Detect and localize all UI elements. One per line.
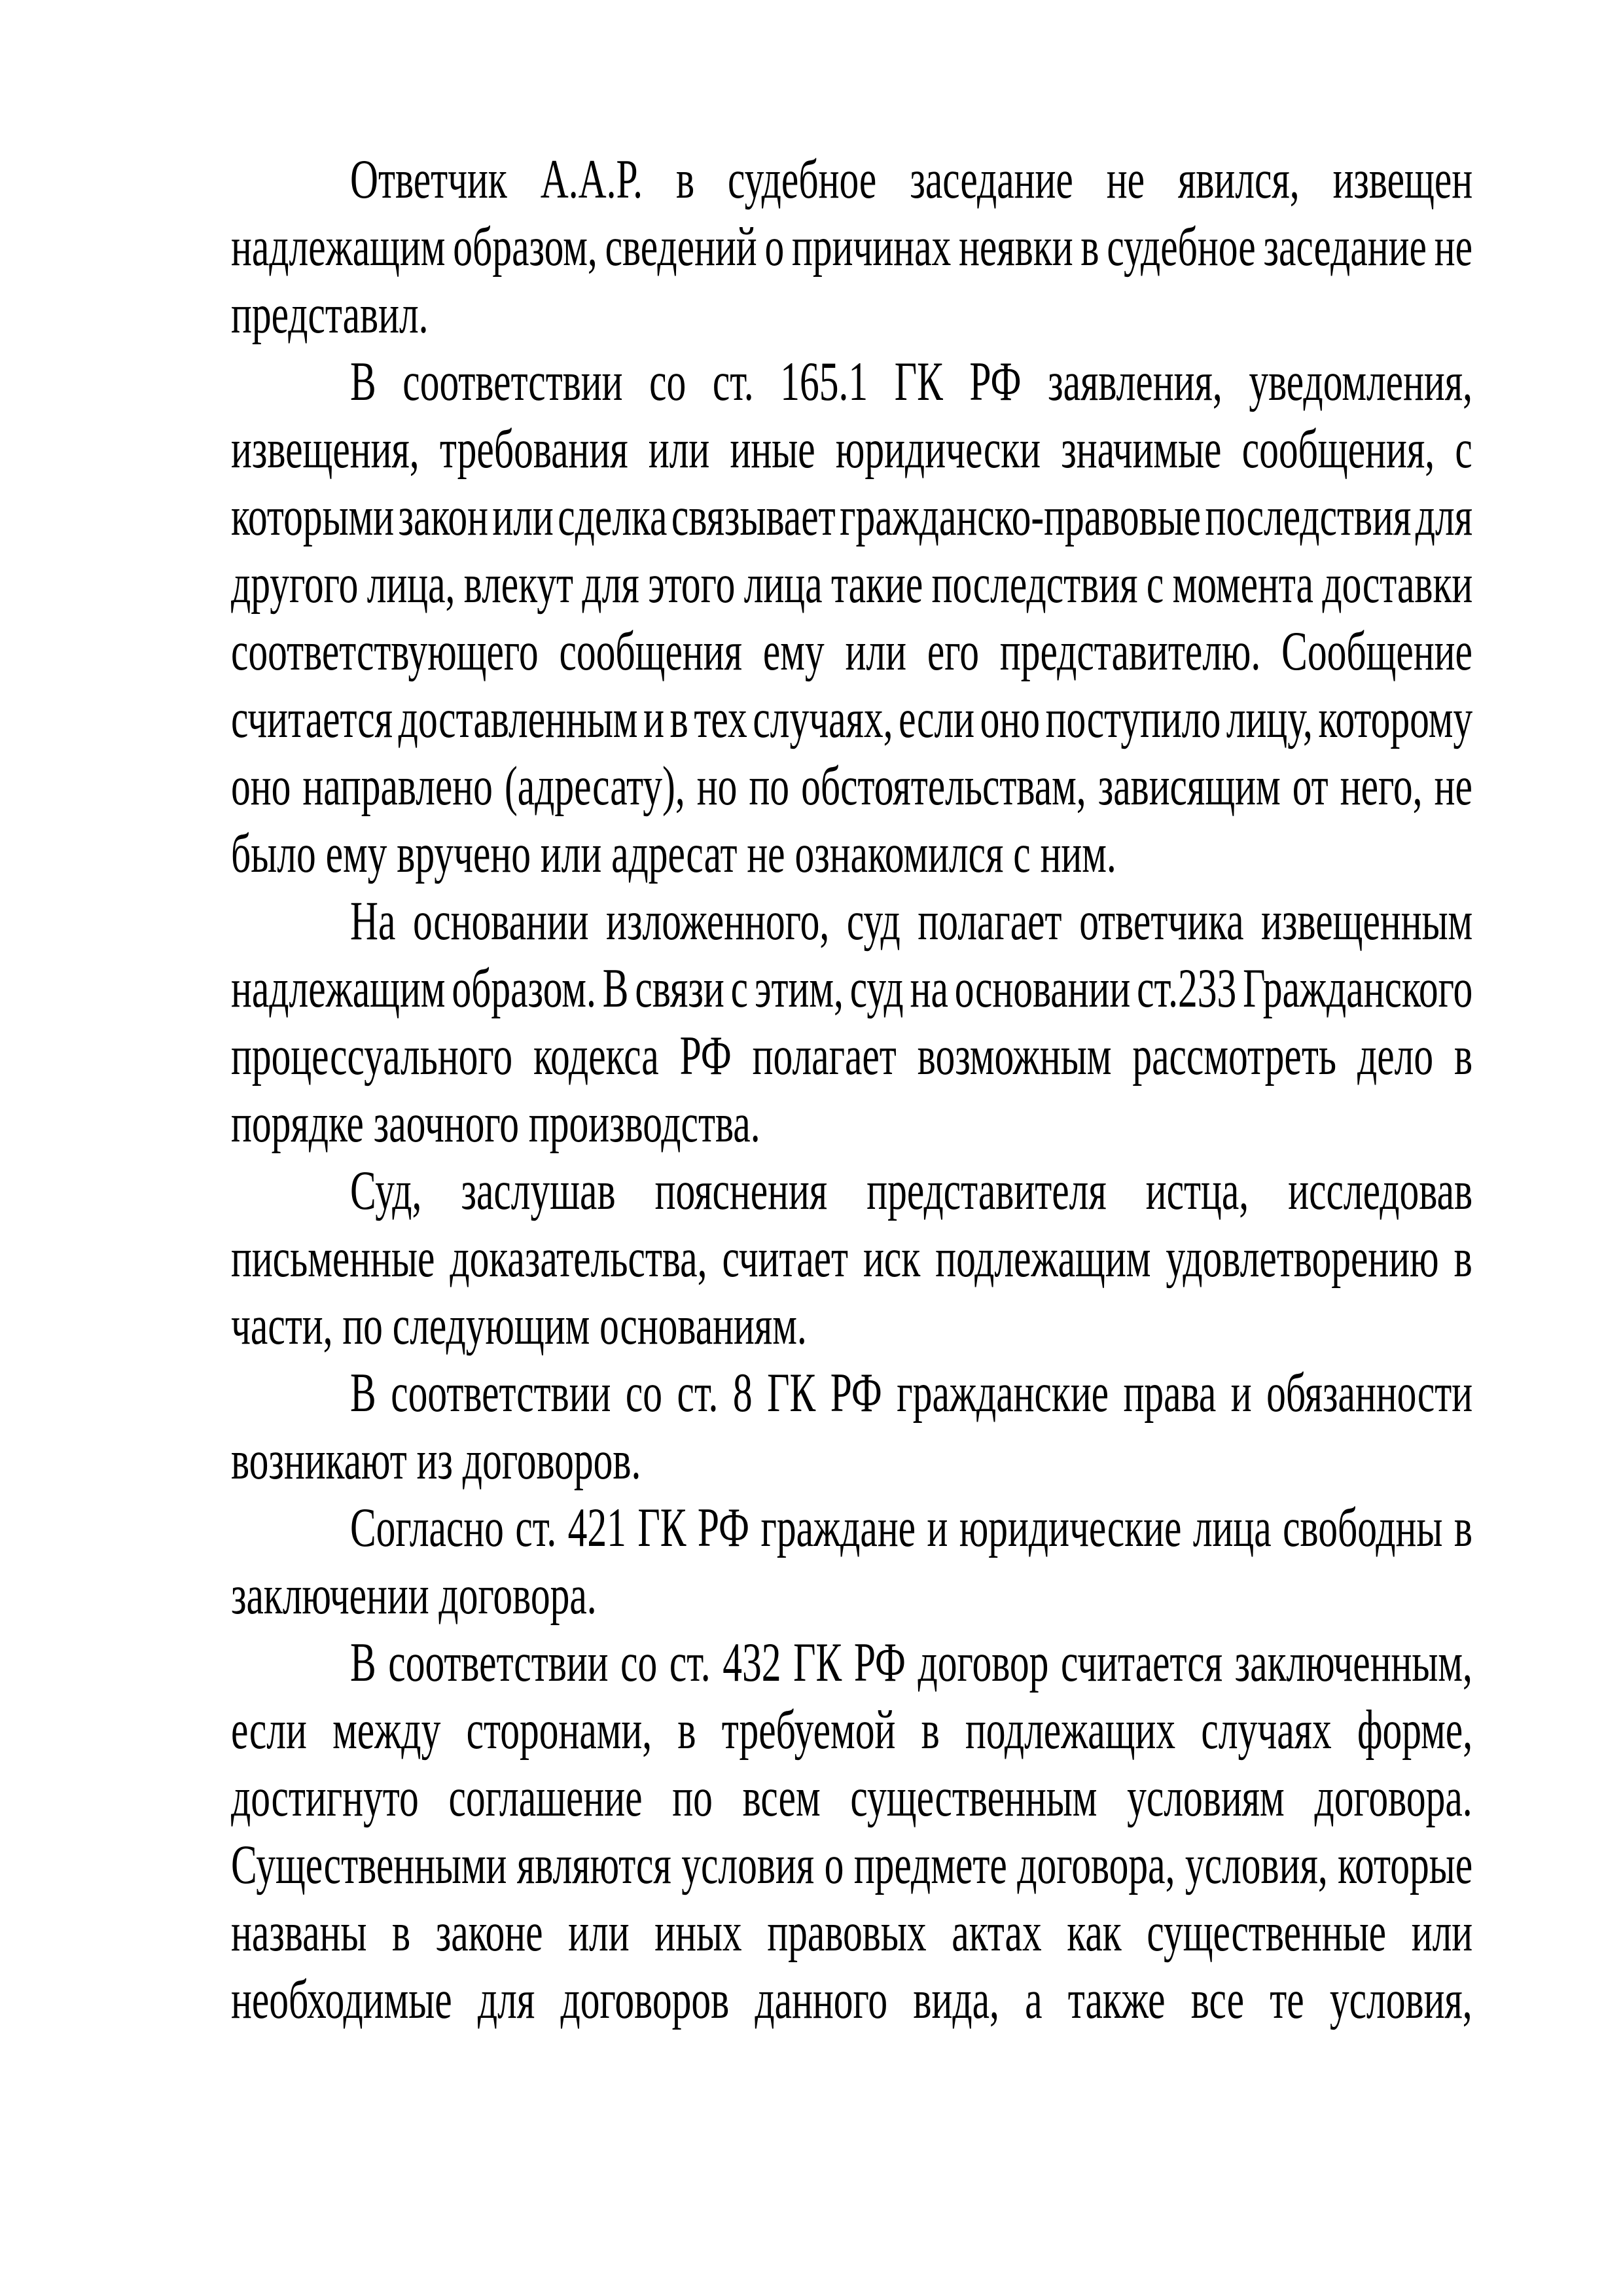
text-line: [231, 1022, 1472, 1090]
text-line: [231, 955, 1472, 1022]
text-line: [231, 1966, 1472, 2034]
text-line-content: надлежащим образом. В связи с этим, суд на основании ст.233 Гражданского: [231, 958, 1473, 1019]
text-line: [231, 1359, 1472, 1427]
paragraph: [231, 348, 1472, 888]
text-line: [231, 146, 1472, 213]
text-line: [231, 213, 1472, 281]
text-line-content: процессуального кодекса РФ полагает возможным рассмотреть дело в: [231, 1025, 1473, 1086]
text-line-content: считается доставленным и в тех случаях, если оно поступило лицу, которому: [231, 688, 1473, 749]
text-line-content: достигнуто соглашение по всем существенным условиям договора.: [231, 1767, 1472, 1828]
text-line: [231, 1090, 1472, 1157]
text-line: [231, 618, 1472, 685]
text-line: [231, 1225, 1472, 1292]
text-line: [231, 685, 1472, 753]
text-line-content: названы в законе или иных правовых актах как существенные или: [231, 1901, 1473, 1963]
text-line-content: возникают из договоров.: [231, 1429, 641, 1491]
text-line-content: В соответствии со ст. 432 ГК РФ договор считается заключенным,: [350, 1632, 1472, 1693]
text-line: [231, 550, 1472, 618]
text-line: [231, 888, 1472, 955]
text-line: [231, 1562, 1472, 1629]
text-line-content: оно направлено (адресату), но по обстоятельствам, зависящим от него, не: [231, 755, 1472, 817]
text-line: [231, 1494, 1472, 1562]
text-line: [231, 483, 1472, 550]
text-line: [231, 1899, 1472, 1966]
text-line-content: если между сторонами, в требуемой в подлежащих случаях форме,: [231, 1699, 1473, 1761]
text-line-content: В соответствии со ст. 165.1 ГК РФ заявления, уведомления,: [350, 351, 1473, 412]
paragraph: [231, 1494, 1472, 1629]
text-line: [231, 416, 1472, 483]
text-line-content: извещения, требования или иные юридически значимые сообщения, с: [231, 418, 1472, 480]
text-line: [231, 281, 1472, 348]
text-line-content: части, по следующим основаниям.: [231, 1295, 807, 1356]
text-line-content: соответствующего сообщения ему или его представителю. Сообщение: [231, 620, 1472, 682]
text-line-content: Ответчик А.А.Р. в судебное заседание не явился, извещен: [350, 149, 1473, 210]
text-line-content: письменные доказательства, считает иск подлежащим удовлетворению в: [231, 1227, 1472, 1289]
paragraph: [231, 1359, 1472, 1494]
text-line: [231, 1629, 1472, 1696]
paragraph: [231, 1629, 1472, 2034]
text-line-content: порядке заочного производства.: [231, 1092, 760, 1154]
text-line-content: На основании изложенного, суд полагает ответчика извещенным: [350, 890, 1473, 952]
text-line-content: надлежащим образом, сведений о причинах неявки в судебное заседание не: [231, 216, 1473, 278]
text-line-content: Согласно ст. 421 ГК РФ граждане и юридические лица свободны в: [350, 1497, 1472, 1558]
paragraph: [231, 1157, 1472, 1359]
text-line: [231, 1157, 1472, 1225]
text-line-content: было ему вручено или адресат не ознакомился с ним.: [231, 823, 1116, 884]
text-line-content: Существенными являются условия о предмете договора, условия, которые: [231, 1834, 1473, 1895]
text-line-content: другого лица, влекут для этого лица такие последствия с момента доставки: [231, 553, 1473, 615]
text-line-content: представил.: [231, 283, 429, 345]
text-line: [231, 1696, 1472, 1764]
text-line-content: необходимые для договоров данного вида, а также все те условия,: [231, 1969, 1472, 2030]
text-line: [231, 820, 1472, 888]
text-line: [231, 348, 1472, 416]
text-line-content: В соответствии со ст. 8 ГК РФ гражданские права и обязанности: [350, 1362, 1473, 1424]
paragraph: [231, 888, 1472, 1157]
paragraph: [231, 146, 1472, 348]
text-line: [231, 1831, 1472, 1899]
text-line-content: которыми закон или сделка связывает гражданско-правовые последствия для: [231, 486, 1473, 547]
text-line-content: Суд, заслушав пояснения представителя истца, исследовав: [350, 1160, 1473, 1221]
text-line-content: заключении договора.: [231, 1564, 597, 1626]
text-line: [231, 1764, 1472, 1831]
text-line: [231, 1292, 1472, 1359]
document-text: [231, 146, 1472, 2034]
text-line: [231, 753, 1472, 820]
text-line: [231, 1427, 1472, 1494]
